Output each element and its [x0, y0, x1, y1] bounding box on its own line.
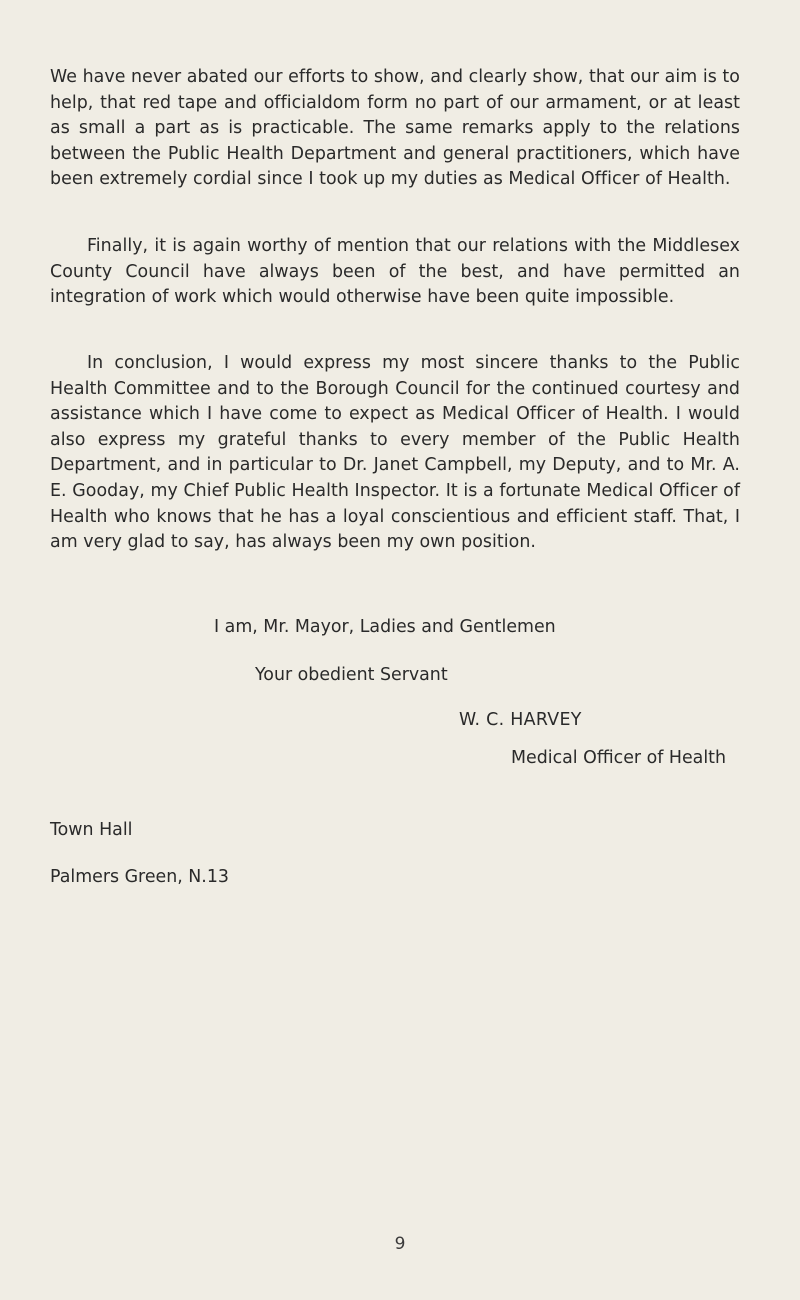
valediction: Your obedient Servant	[255, 665, 448, 685]
address-line-1: Town Hall	[50, 820, 133, 840]
body-paragraph-1: We have never abated our efforts to show, and clearly show, that our aim is to help, that red tape and officialdom form no part of our armament, or at least as small a part as is practicable. The same remarks apply to the relations between the Public Health Department and general practitioners, which have been extremely cordial since I took up my duties as Medical Officer of Health.	[50, 67, 740, 190]
body-paragraph-3: In conclusion, I would express my most sincere thanks to the Public Health Committee and to the Borough Council for the continued courtesy and assistance which I have come to expect as Medical Officer of Health. I would also express my grateful thanks to every member of the Public Health Department, and in particular to Dr. Janet Campbell, my Deputy, and to Mr. A. E. Gooday, my Chief Public Health Inspector. It is a fortunate Medical Officer of Health who knows that he has a loyal conscientious and efficient staff. That, I am very glad to say, has always been my own position.	[50, 353, 740, 553]
closing-salutation: I am, Mr. Mayor, Ladies and Gentlemen	[214, 617, 556, 637]
page-number: 9	[394, 1234, 406, 1254]
signatory-title: Medical Officer of Health	[511, 748, 726, 768]
address-line-2: Palmers Green, N.13	[50, 867, 229, 887]
body-paragraph-2: Finally, it is again worthy of mention that our relations with the Middlesex County Council have always been of the best, and have permitted an integration of work which would otherwise have been quite impossible.	[50, 236, 740, 308]
signatory-name: W. C. HARVEY	[459, 710, 582, 730]
